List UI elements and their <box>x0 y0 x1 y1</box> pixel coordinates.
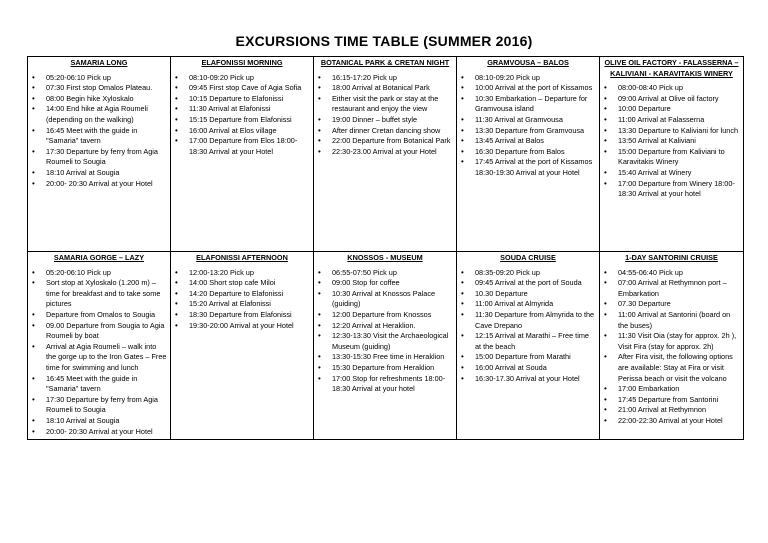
schedule-list <box>31 73 167 190</box>
schedule-item: • 19:00 Dinner – buffet style <box>317 115 453 126</box>
schedule-item: • After Fira visit, the following options are available: Stay at Fira or visit Perissa beach or visit the volcano <box>603 352 740 384</box>
schedule-item: • 16:30-17.30 Arrival at your Hotel <box>460 374 596 385</box>
schedule-item: • 09:00 Stop for coffee <box>317 278 453 289</box>
schedule-item: • 22:30-23.00 Arrival at your Hotel <box>317 147 453 158</box>
excursion-heading: KNOSSOS - MUSEUM <box>347 253 423 262</box>
schedule-item: • 09:45 First stop Cave of Agia Sofia <box>174 83 310 94</box>
schedule-item: • 05:20-06:10 Pick up <box>31 268 167 279</box>
schedule-item: • 15:40 Arrival at Winery <box>603 168 740 179</box>
schedule-item: • After dinner Cretan dancing show <box>317 126 453 137</box>
excursion-heading: ELAFONISSI AFTERNOON <box>196 253 288 262</box>
schedule-item: • 11:00 Arrival at Almyrida <box>460 299 596 310</box>
schedule-item: • 15:00 Departure from Kaliviani to Karavitakis Winery <box>603 147 740 168</box>
schedule-item: • 07:00 Arrival at Rethymnon port – Embarkation <box>603 278 740 299</box>
schedule-item: • 20:00- 20:30 Arrival at your Hotel <box>31 427 167 438</box>
schedule-item: • 13:30-15:30 Free time in Heraklion <box>317 352 453 363</box>
schedule-item: • 13:30 Departure to Kaliviani for lunch <box>603 126 740 137</box>
schedule-item: • 13:50 Arrival at Kaliviani <box>603 136 740 147</box>
schedule-list <box>31 268 167 438</box>
schedule-item: • 10:00 Departure <box>603 104 740 115</box>
schedule-item: • 18:10 Arrival at Sougia <box>31 416 167 427</box>
schedule-item: • 08:00-08:40 Pick up <box>603 83 740 94</box>
excursion-cell <box>28 57 171 252</box>
schedule-item: • 05:20-06:10 Pick up <box>31 73 167 84</box>
schedule-item: • 15:30 Departure from Heraklion <box>317 363 453 374</box>
excursion-heading: ELAFONISSI MORNING <box>201 58 283 67</box>
schedule-item: • 09:00 Arrival at Olive oil factory <box>603 94 740 105</box>
schedule-item: • 17:00 Departure from Elos 18:00-18:30 Arrival at your Hotel <box>174 136 310 157</box>
schedule-item: • 12:30-13:30 Visit the Archaeological Museum (guiding) <box>317 331 453 352</box>
schedule-list <box>174 73 310 158</box>
schedule-item: • Either visit the park or stay at the restaurant and enjoy the view <box>317 94 453 115</box>
excursion-cell <box>28 252 171 440</box>
schedule-item: • 15:15 Departure from Elafonissi <box>174 115 310 126</box>
page-title: EXCURSIONS TIME TABLE (SUMMER 2016) <box>235 33 533 49</box>
timetable-row <box>28 252 744 440</box>
schedule-item: • 13:45 Arrival at Balos <box>460 136 596 147</box>
schedule-item: • 12:00-13:20 Pick up <box>174 268 310 279</box>
schedule-list <box>174 268 310 332</box>
schedule-list <box>603 83 740 200</box>
schedule-list <box>460 268 596 385</box>
schedule-item: • 14:00 End hike at Agia Roumeli (depending on the walking) <box>31 104 167 125</box>
schedule-item: • 19:30-20:00 Arrival at your Hotel <box>174 321 310 332</box>
schedule-item: • 08:35-09:20 Pick up <box>460 268 596 279</box>
schedule-item: • 14:00 Short stop cafe Miloi <box>174 278 310 289</box>
schedule-item: • Sort stop at Xyloskalo (1.200 m) – time for breakfast and to take some pictures <box>31 278 167 310</box>
schedule-item: • 11:30 Departure from Almyrida to the Cave Drepano <box>460 310 596 331</box>
schedule-item: • 10:30 Embarkation – Departure for Gramvousa island <box>460 94 596 115</box>
schedule-item: • 17:45 Arrival at the port of Kissamos 18:30-19:30 Arrival at your Hotel <box>460 157 596 178</box>
excursion-cell <box>171 57 314 252</box>
schedule-item: • 13:30 Departure from Gramvousa <box>460 126 596 137</box>
schedule-item: • 04:55-06:40 Pick up <box>603 268 740 279</box>
schedule-item: • 21:00 Arrival at Rethymnon <box>603 405 740 416</box>
schedule-item: • 18:00 Arrival at Botanical Park <box>317 83 453 94</box>
excursion-heading: SOUDA CRUISE <box>500 253 556 262</box>
excursion-cell <box>600 57 744 252</box>
schedule-item: • 09:45 Arrival at the port of Souda <box>460 278 596 289</box>
timetable-row <box>28 57 744 252</box>
schedule-item: • 11:30 Visit Oia (stay for approx. 2h ), Visit Fira (stay for approx. 2h) <box>603 331 740 352</box>
schedule-item: • 17:45 Departure from Santorini <box>603 395 740 406</box>
schedule-list <box>603 268 740 427</box>
excursion-cell <box>457 57 600 252</box>
schedule-item: • 08:10-09:20 Pick up <box>460 73 596 84</box>
schedule-item: • 17:30 Departure by ferry from Agia Roumeli to Sougia <box>31 147 167 168</box>
excursion-cell <box>314 252 457 440</box>
schedule-item: • 12:00 Departure from Knossos <box>317 310 453 321</box>
schedule-item: • 14:20 Departure to Elafonissi <box>174 289 310 300</box>
schedule-item: • 07:30 First stop Omalos Plateau. <box>31 83 167 94</box>
schedule-list <box>460 73 596 179</box>
schedule-item: • 10.30 Departure <box>460 289 596 300</box>
schedule-item: • 12:20 Arrival at Heraklion. <box>317 321 453 332</box>
excursion-cell <box>600 252 744 440</box>
excursion-cell <box>314 57 457 252</box>
excursion-heading: SAMARIA GORGE – LAZY <box>53 253 145 262</box>
schedule-item: • 15:00 Departure from Marathi <box>460 352 596 363</box>
timetable <box>27 56 744 440</box>
schedule-item: • 16:00 Arrival at Souda <box>460 363 596 374</box>
schedule-item: • 20:00- 20:30 Arrival at your Hotel <box>31 179 167 190</box>
schedule-item: • 11:30 Arrival at Gramvousa <box>460 115 596 126</box>
schedule-item: • 10:30 Arrival at Knossos Palace (guiding) <box>317 289 453 310</box>
schedule-item: • 07.30 Departure <box>603 299 740 310</box>
schedule-item: • 22:00 Departure from Botanical Park <box>317 136 453 147</box>
schedule-item: • 17:00 Embarkation <box>603 384 740 395</box>
schedule-item: • 17:00 Stop for refreshments 18:00-18:30 Arrival at your hotel <box>317 374 453 395</box>
schedule-item: • 15:20 Arrival at Elafonissi <box>174 299 310 310</box>
schedule-item: • 22:00-22:30 Arrival at your Hotel <box>603 416 740 427</box>
schedule-item: • 09.00 Departure from Sougia to Agia Roumeli by boat <box>31 321 167 342</box>
schedule-item: • 11:00 Arrival at Santorini (board on the buses) <box>603 310 740 331</box>
schedule-item: • 08:10-09:20 Pick up <box>174 73 310 84</box>
schedule-item: • 08:00 Begin hike Xyloskalo <box>31 94 167 105</box>
schedule-item: • Arrival at Agia Roumeli – walk into the gorge up to the Iron Gates – Free time for swimming and lunch <box>31 342 167 374</box>
schedule-item: • 16:30 Departure from Balos <box>460 147 596 158</box>
schedule-item: • Departure from Omalos to Sougia <box>31 310 167 321</box>
schedule-item: • 17:00 Departure from Winery 18:00- 18:30 Arrival at your hotel <box>603 179 740 200</box>
schedule-item: • 06:55-07:50 Pick up <box>317 268 453 279</box>
excursion-cell <box>171 252 314 440</box>
schedule-item: • 16:45 Meet with the guide in "Samaria" tavern <box>31 126 167 147</box>
excursion-cell <box>457 252 600 440</box>
excursion-heading: BOTANICAL PARK & CRETAN NIGHT <box>320 58 450 67</box>
schedule-item: • 11:00 Arrival at Falasserna <box>603 115 740 126</box>
schedule-item: • 18:10 Arrival at Sougia <box>31 168 167 179</box>
schedule-item: • 18:30 Departure from Elafonissi <box>174 310 310 321</box>
excursion-heading: OLIVE OIL FACTORY - FALASSERNA – KALIVIANI - KARAVITAKIS WINERY <box>604 58 739 78</box>
schedule-item: • 16:00 Arrival at Elos village <box>174 126 310 137</box>
excursion-heading: 1-DAY SANTORINI CRUISE <box>625 253 718 262</box>
schedule-item: • 10:00 Arrival at the port of Kissamos <box>460 83 596 94</box>
schedule-item: • 16:15-17:20 Pick up <box>317 73 453 84</box>
schedule-list <box>317 73 453 158</box>
schedule-list <box>317 268 453 395</box>
schedule-item: • 12:15 Arrival at Marathi – Free time at the beach <box>460 331 596 352</box>
schedule-item: • 16:45 Meet with the guide in "Samaria" tavern <box>31 374 167 395</box>
schedule-item: • 10:15 Departure to Elafonissi <box>174 94 310 105</box>
excursion-heading: GRAMVOUSA – BALOS <box>487 58 569 67</box>
schedule-item: • 17:30 Departure by ferry from Agia Roumeli to Sougia <box>31 395 167 416</box>
excursion-heading: SAMARIA LONG <box>70 58 128 67</box>
schedule-item: • 11:30 Arrival at Elafonissi <box>174 104 310 115</box>
